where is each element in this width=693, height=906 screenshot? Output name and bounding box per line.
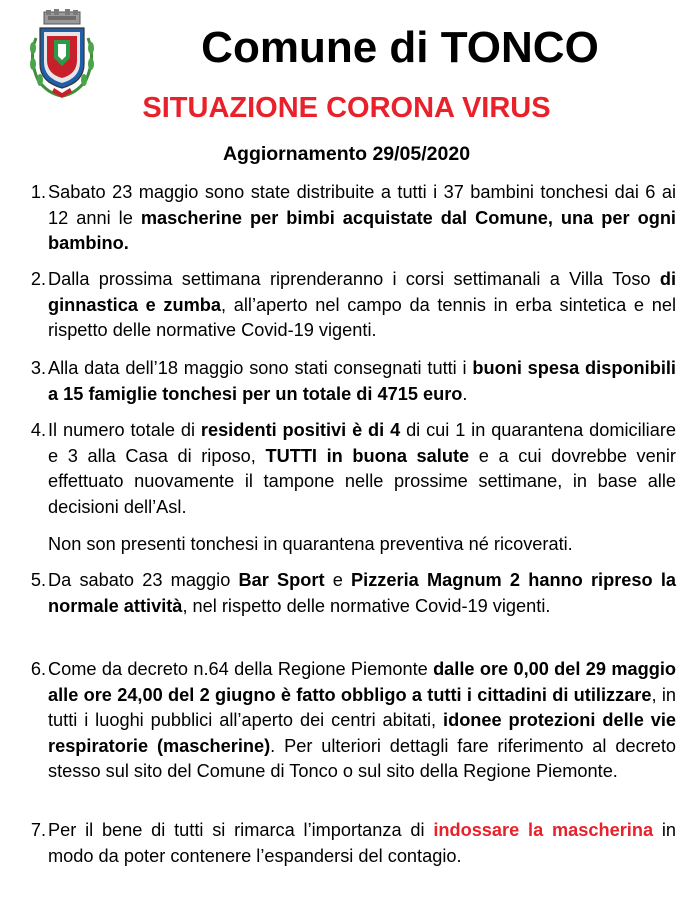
item-highlight-text: indossare la mascherina [433, 820, 654, 840]
list-item-number: 7. [30, 820, 46, 840]
list-item [30, 180, 676, 257]
item-text: . Per ulteriori dettagli fare riferimento al decreto stesso sul sito del Comune di Tonco o sul sito della Regione Piemonte. [48, 735, 677, 781]
item-bold-text: Bar Sport [238, 570, 325, 590]
item-bold-text: residenti positivi è di 4 [200, 420, 401, 440]
item-bold-text: idonee protezioni delle vie respiratorie (mascherine) [48, 710, 677, 756]
list-item [30, 818, 676, 869]
item-text: . [462, 383, 468, 404]
item-bold-text: mascherine per bimbi acquistate dal Comune, una per ogni bambino. [48, 207, 676, 253]
item-text: , nel rispetto delle normative Covid-19 vigenti. [182, 595, 551, 616]
list-item-number: 4. [30, 420, 46, 440]
item-text: Da sabato 23 maggio [48, 570, 239, 590]
list-item-number: 1. [30, 182, 46, 202]
list-item [30, 267, 676, 344]
page-title: Comune di TONCO [201, 23, 599, 72]
list-item [30, 568, 676, 619]
item-text: e [324, 570, 352, 590]
item-bold-text: buoni spesa disponibili a 15 famiglie tonchesi per un totale di 4715 euro [48, 358, 676, 404]
item-text: Alla data dell’18 maggio sono stati consegnati tutti i [48, 358, 473, 378]
item-text: e a cui dovrebbe venir effettuato nuovamente il tampone nelle prossime settimane, in base alle decisioni dell’Asl. [48, 445, 676, 517]
item-text: di cui 1 in quarantena domiciliare e 3 alla Casa di riposo, [48, 420, 677, 466]
item-text: Per il bene di tutti si rimarca l’importanza di [48, 820, 434, 840]
list-item-number: 2. [30, 269, 46, 289]
item-text: , in tutti i luoghi pubblici all’aperto dei centri abitati, [48, 684, 676, 730]
item-text: in modo da poter contenere l’espandersi del contagio. [48, 820, 676, 866]
item-text: Sabato 23 maggio sono state distribuite a tutti i 37 bambini tonchesi dai 6 ai 12 anni le [48, 182, 676, 228]
item-text: Dalla prossima settimana riprenderanno i corsi settimanali a Villa Toso [48, 269, 660, 289]
list-item-number: 3. [30, 358, 46, 378]
item-bold-text: Pizzeria Magnum 2 hanno ripreso la normale attività [48, 570, 676, 616]
item-text: Il numero totale di [48, 420, 201, 440]
list-item [30, 657, 677, 785]
list-item-number: 6. [30, 659, 46, 679]
page-subtitle: SITUAZIONE CORONA VIRUS [142, 92, 551, 124]
list-item-number: 5. [30, 570, 46, 590]
item-text: Come da decreto n.64 della Regione Piemonte [48, 659, 434, 679]
item-bold-text: TUTTI in buona salute [265, 445, 470, 466]
item-bold-text: di ginnastica e zumba [48, 269, 676, 315]
item-bold-text: dalle ore 0,00 del 29 maggio alle ore 24,00 del 2 giugno è fatto obbligo a tutti i cittadini di utilizzare [48, 659, 676, 705]
list-item [30, 418, 677, 520]
municipal-crest-icon [24, 8, 100, 100]
item-text: , all’aperto nel campo da tennis in erba sintetica e nel rispetto delle normative Covid-19 vigenti. [48, 294, 676, 340]
list-item [30, 356, 676, 407]
update-date: Aggiornamento 29/05/2020 [222, 143, 471, 165]
item-note: Non son presenti tonchesi in quarantena preventiva né ricoverati. [48, 534, 573, 554]
